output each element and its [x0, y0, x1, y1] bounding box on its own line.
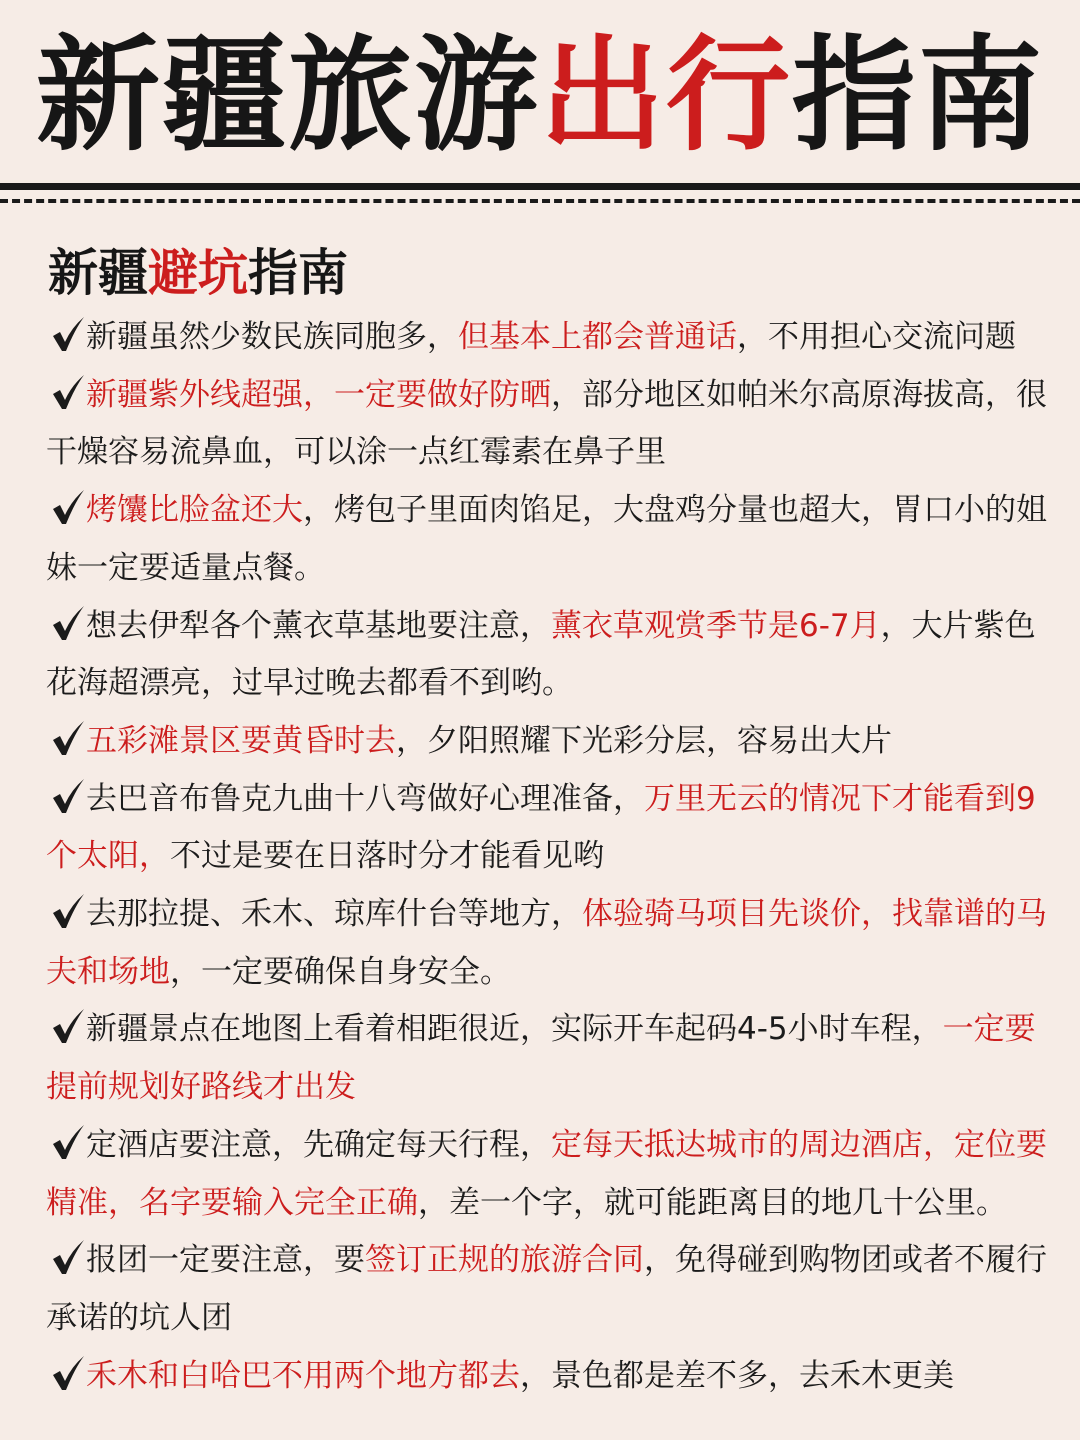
tip-text: 定酒店要注意，先确定每天行程， [86, 1126, 551, 1163]
tip-highlight: 定每天抵达城市的周边酒店，定位要精准，名字要输入完全正确 [46, 1126, 1047, 1221]
tip-highlight: 五彩滩景区要黄昏时去 [86, 722, 396, 759]
tip-highlight: 体验骑马项目先谈价，找靠谱的马夫和场地 [46, 896, 1047, 990]
tips-list [46, 309, 1058, 1405]
list-item [46, 367, 1058, 482]
tip-highlight: 一定要提前规划好路线才出发 [46, 1011, 1036, 1106]
tip-text: 去巴音布鲁克九曲十八弯做好心理准备， [86, 780, 644, 817]
tip-text-after: ，大片紫色花海超漂亮，过早过晚去都看不到哟。 [46, 607, 1036, 702]
tip-text: 新疆虽然少数民族同胞多， [86, 319, 458, 355]
tip-text-after: ，夕阳照耀下光彩分层，容易出大片 [396, 722, 892, 759]
title-part-3: 指南 [792, 24, 1045, 168]
checkmark-icon [50, 1123, 86, 1161]
tip-highlight: 薰衣草观赏季节是6-7月 [551, 607, 881, 644]
list-item [46, 1348, 1058, 1406]
checkmark-icon [50, 1007, 86, 1045]
section-heading [48, 236, 348, 310]
list-item [46, 771, 1058, 886]
tip-text: 想去伊犁各个薰衣草基地要注意， [86, 607, 551, 644]
tip-text: 报团一定要注意，要 [86, 1242, 365, 1279]
list-item [46, 1117, 1058, 1232]
list-item [46, 1232, 1058, 1347]
list-item [46, 1001, 1058, 1116]
list-item [46, 482, 1058, 597]
tip-highlight: 禾木和白哈巴不用两个地方都去 [86, 1357, 520, 1394]
checkmark-icon [50, 373, 86, 411]
tip-text: 新疆景点在地图上看着相距很近，实际开车起码4-5小时车程， [86, 1011, 943, 1048]
tip-highlight: 但基本上都会普通话 [458, 319, 737, 355]
checkmark-icon [50, 1354, 86, 1392]
list-item [46, 309, 1058, 367]
checkmark-icon [50, 892, 86, 930]
title-divider-solid [0, 183, 1080, 190]
title-part-1: 新疆旅游 [35, 24, 540, 168]
tip-text: 去那拉提、禾木、琼库什台等地方， [86, 896, 582, 933]
title-part-2-highlight: 出行 [539, 24, 792, 168]
tip-text-after: ，景色都是差不多，去禾木更美 [520, 1357, 954, 1394]
tip-text-after: 不过是要在日落时分才能看见哟 [170, 838, 604, 875]
tip-text-after: ，差一个字，就可能距离目的地几十公里。 [418, 1184, 1007, 1221]
section-part-2-highlight: 避坑 [148, 244, 248, 302]
tip-text-after: ，不用担心交流问题 [737, 319, 1016, 355]
list-item [46, 598, 1058, 713]
checkmark-icon [50, 488, 86, 526]
tip-highlight: 万里无云的情况下才能看到9个太阳， [46, 780, 1036, 875]
tip-highlight: 烤馕比脸盆还大 [86, 492, 303, 529]
section-part-1: 新疆 [48, 244, 148, 302]
title-divider-dashed [0, 199, 1080, 203]
tip-text-after: ，免得碰到购物团或者不履行承诺的坑人团 [46, 1242, 1047, 1336]
tip-highlight: 新疆紫外线超强，一定要做好防晒 [86, 376, 551, 413]
list-item [46, 886, 1058, 1001]
checkmark-icon [50, 1238, 86, 1276]
section-part-3: 指南 [248, 244, 348, 302]
checkmark-icon [50, 777, 86, 815]
tip-text-after: ，部分地区如帕米尔高原海拔高，很干燥容易流鼻血，可以涂一点红霉素在鼻子里 [46, 376, 1047, 471]
checkmark-icon [50, 719, 86, 757]
page-title [0, 26, 1080, 166]
tip-text-after: ，烤包子里面肉馅足，大盘鸡分量也超大，胃口小的姐妹一定要适量点餐。 [46, 492, 1047, 586]
tip-text-after: ，一定要确保自身安全。 [170, 953, 511, 990]
list-item [46, 713, 1058, 771]
checkmark-icon [50, 315, 86, 353]
checkmark-icon [50, 604, 86, 642]
tip-highlight: 签订正规的旅游合同 [365, 1242, 644, 1279]
